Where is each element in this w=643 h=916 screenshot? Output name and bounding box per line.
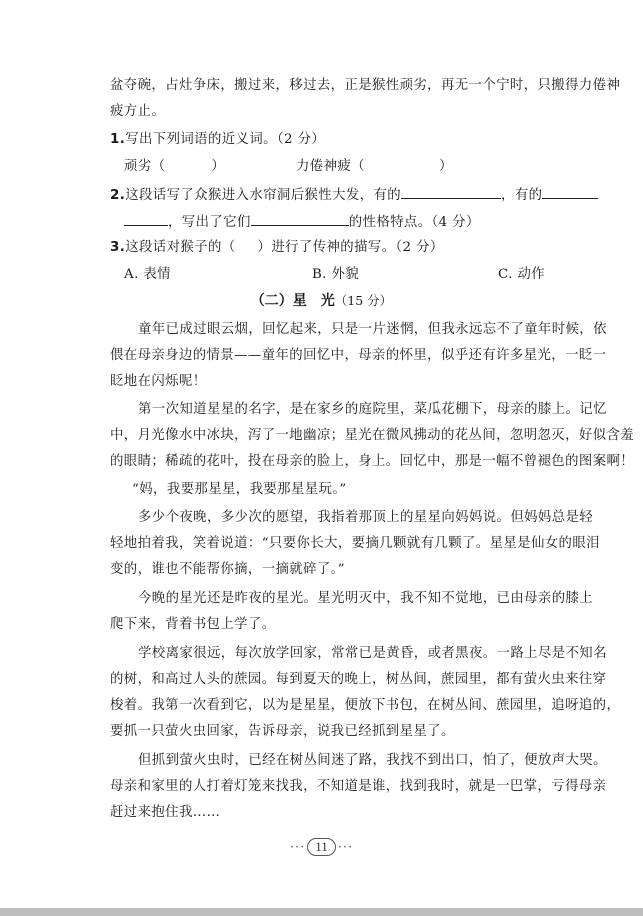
section-points: （15 分） <box>334 293 393 308</box>
answer-blank[interactable] <box>401 184 501 199</box>
article-line: 的树，和高过人头的蔗园。每到夏天的晚上，树丛间，蔗园里，都有萤火虫来往穿 <box>110 672 607 687</box>
dots-left: ··· <box>289 840 306 855</box>
question-text: ）进行了传神的描写。（2 分） <box>257 240 444 255</box>
answer-blank[interactable] <box>124 211 168 226</box>
passage-line: 盆夺碗，占灶争床，搬过来，移过去，正是猴性顽劣，再无一个宁时，只搬得力倦神 <box>110 78 621 93</box>
question-number: 2. <box>110 188 126 203</box>
article-line: 第一次知道星星的名字，是在家乡的庭院里，菜瓜花棚下，母亲的膝上。记忆 <box>138 402 607 417</box>
question-text: ，有的 <box>501 188 543 203</box>
question-number: 3. <box>110 240 126 255</box>
option-c[interactable]: C. 动作 <box>498 267 546 282</box>
section-heading <box>0 291 643 311</box>
question-text: 的性格特点。（4 分） <box>348 215 480 230</box>
question-1-item-a <box>124 157 225 177</box>
question-2-line-2 <box>124 211 480 233</box>
question-text: 这段话对猴子的（ <box>125 240 236 255</box>
article-line: 今晚的星光还是昨夜的星光。星光明灭中，我不知不觉地，已由母亲的膝上 <box>138 591 594 606</box>
question-number: 1. <box>110 132 126 147</box>
page-number-footer <box>0 838 643 856</box>
question-text: ，写出了它们 <box>168 215 251 230</box>
article-line: 赶过来抱住我…… <box>110 805 221 820</box>
item-close: ） <box>211 159 226 174</box>
article-line: 爬下来，背着书包上学了。 <box>110 617 276 632</box>
page-number: 11 <box>307 838 336 856</box>
section-title: （二）星 光 <box>250 293 335 309</box>
article-line: 梭着。我第一次看到它，以为是星星，便放下书包，在树丛间、蔗园里，追呀追的， <box>110 698 621 713</box>
article-line: 眨地在闪烁呢！ <box>110 374 207 389</box>
article-line: 多少个夜晚，多少次的愿望，我指着那顶上的星星向妈妈说。但妈妈总是轻 <box>138 510 594 525</box>
bottom-divider <box>0 908 643 916</box>
article-line: “妈，我要那星星，我要那星星玩。” <box>132 482 347 497</box>
article-line: 但抓到萤火虫时，已经在树丛间迷了路，我找不到出口，怕了，便放声大哭。 <box>138 753 607 768</box>
question-1-item-b <box>296 157 453 177</box>
answer-blank[interactable] <box>542 184 598 199</box>
item-close: ） <box>438 159 453 174</box>
answer-blank[interactable] <box>251 211 349 226</box>
dots-right: ··· <box>337 840 354 855</box>
article-line: 要抓一只萤火虫回家，告诉母亲，说我已经抓到星星了。 <box>110 724 455 739</box>
article-line: 的眼睛；稀疏的花叶，投在母亲的脸上，身上。回忆中，那是一幅不曾褪色的图案啊！ <box>110 454 635 469</box>
question-text: 写出下列词语的近义词。（2 分） <box>125 132 326 147</box>
article-line: 轻地拍着我，笑着说道：“只要你长大，要摘几颗就有几颗了。星星是仙女的眼泪 <box>110 536 600 551</box>
article-line: 偎在母亲身边的情景——童年的回忆中，母亲的怀里，似乎还有许多星光，一眨一 <box>110 348 607 363</box>
question-1 <box>110 130 325 150</box>
item-label: 顽劣（ <box>124 159 166 174</box>
article-line: 母亲和家里的人打着灯笼来找我，不知道是谁，找到我时，就是一巴掌，亏得母亲 <box>110 779 607 794</box>
article-line: 变的，谁也不能帮你摘，一摘就碎了。” <box>110 562 345 577</box>
question-2-line-1 <box>110 184 598 206</box>
passage-line: 疲方止。 <box>110 104 166 119</box>
option-b[interactable]: B. 外貌 <box>312 267 360 282</box>
option-a[interactable]: A. 表情 <box>124 267 171 282</box>
article-line: 童年已成过眼云烟，回忆起来，只是一片迷惘，但我永远忘不了童年时候，依 <box>138 322 607 337</box>
question-3 <box>110 238 444 258</box>
article-line: 学校离家很远，每次放学回家，常常已是黄昏，或者黑夜。一路上尽是不知名 <box>138 646 607 661</box>
item-label: 力倦神疲（ <box>296 159 365 174</box>
question-text: 这段话写了众猴进入水帘洞后猴性大发，有的 <box>125 188 402 203</box>
article-line: 中，月光像水中冰块，泻了一地幽凉；星光在微风拂动的花丛间，忽明忽灭，好似含羞 <box>110 428 635 443</box>
